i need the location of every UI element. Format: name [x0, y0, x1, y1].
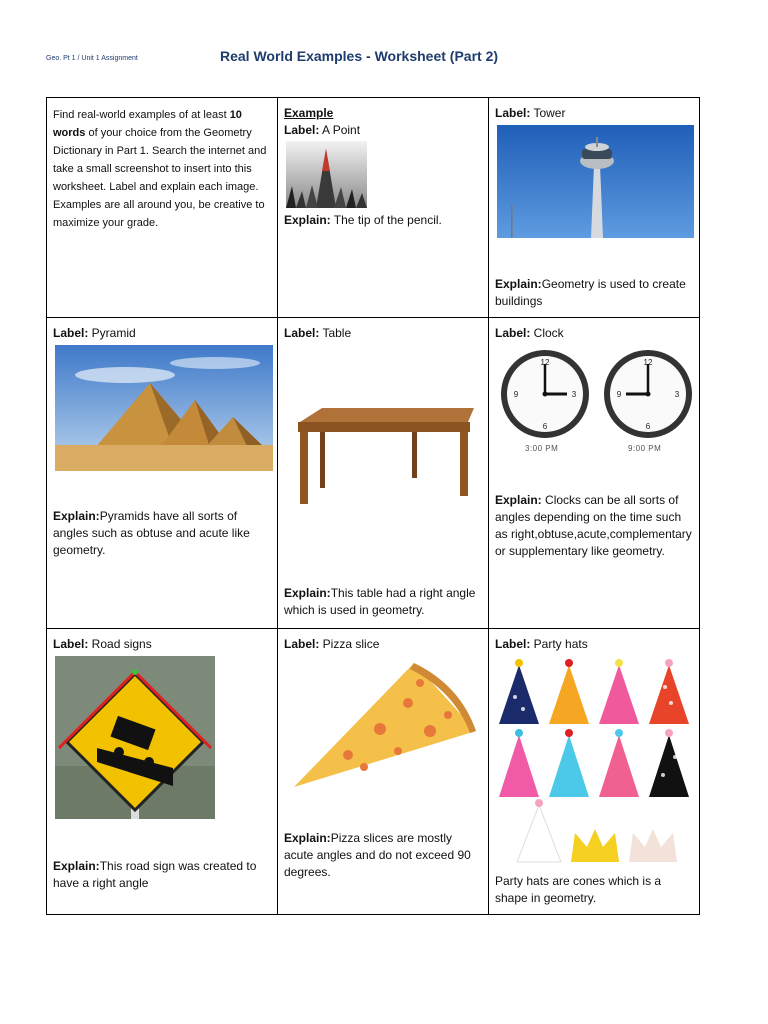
label-hats: Label: Party hats [495, 637, 588, 651]
cell-hats [489, 629, 700, 915]
course-label: Geo. Pt 1 / Unit 1 Assignment [46, 55, 138, 62]
cell-instructions [47, 98, 278, 318]
page-title: Real World Examples - Worksheet (Part 2) [220, 48, 499, 64]
clock-caption-2: 9:00 PM [628, 444, 662, 453]
explain-roadsign: Explain:This road sign was created to have a right angle [53, 859, 257, 890]
cell-pizza [278, 629, 489, 915]
pencil-tip-icon [286, 141, 367, 208]
explain-pizza: Explain:Pizza slices are mostly acute angles and do not exceed 90 degrees. [284, 831, 471, 879]
label-pizza: Label: Pizza slice [284, 637, 380, 651]
party-hats-icon [495, 657, 695, 869]
clock-icon [499, 348, 591, 440]
cell-clock [489, 318, 700, 629]
explain-table: Explain:This table had a right angle which is used in geometry. [284, 586, 476, 617]
pyramids-icon [55, 345, 273, 471]
explain-tower: Explain:Geometry is used to create buildings [495, 277, 686, 308]
svg-text:3: 3 [571, 390, 577, 399]
worksheet-table [46, 97, 700, 915]
svg-text:9: 9 [513, 390, 519, 399]
label-point: Label: A Point [284, 123, 361, 137]
pizza-slice-icon [288, 659, 478, 791]
control-tower-icon [497, 125, 694, 238]
cell-roadsign [47, 629, 278, 915]
table-icon [292, 406, 478, 506]
label-tower: Label: Tower [495, 106, 566, 120]
road-sign-icon [55, 656, 215, 819]
svg-text:12: 12 [643, 358, 653, 367]
label-table: Label: Table [284, 326, 352, 340]
explain-hats: Party hats are cones which is a shape in geometry. [495, 874, 662, 905]
cell-table [278, 318, 489, 629]
svg-text:3: 3 [674, 390, 680, 399]
svg-text:12: 12 [540, 358, 550, 367]
instructions-text: Find real-world examples of at least 10 words of your choice from the Geometry Dictionary in Part 1. Search the internet and take a small screenshot to insert into this worksheet. Label and explain each image. Examples are all around you, be creative to maximize your grade. [53, 109, 267, 229]
clock-icon [602, 348, 694, 440]
label-roadsign: Label: Road signs [53, 637, 152, 651]
explain-point: Explain: The tip of the pencil. [284, 213, 442, 227]
explain-clock: Explain: Clocks can be all sorts of angles depending on the time such as right,obtuse,acute,complementary or supplementary like geometry. [495, 493, 692, 558]
label-clock: Label: Clock [495, 326, 564, 340]
svg-text:6: 6 [645, 422, 651, 431]
label-pyramid: Label: Pyramid [53, 326, 136, 340]
svg-text:6: 6 [542, 422, 548, 431]
cell-tower [489, 98, 700, 318]
cell-pyramid [47, 318, 278, 629]
cell-example-point [278, 98, 489, 318]
example-heading: Example [284, 106, 334, 120]
svg-text:9: 9 [616, 390, 622, 399]
explain-pyramid: Explain:Pyramids have all sorts of angles such as obtuse and acute like geometry. [53, 509, 250, 557]
clock-caption-1: 3:00 PM [525, 444, 559, 453]
